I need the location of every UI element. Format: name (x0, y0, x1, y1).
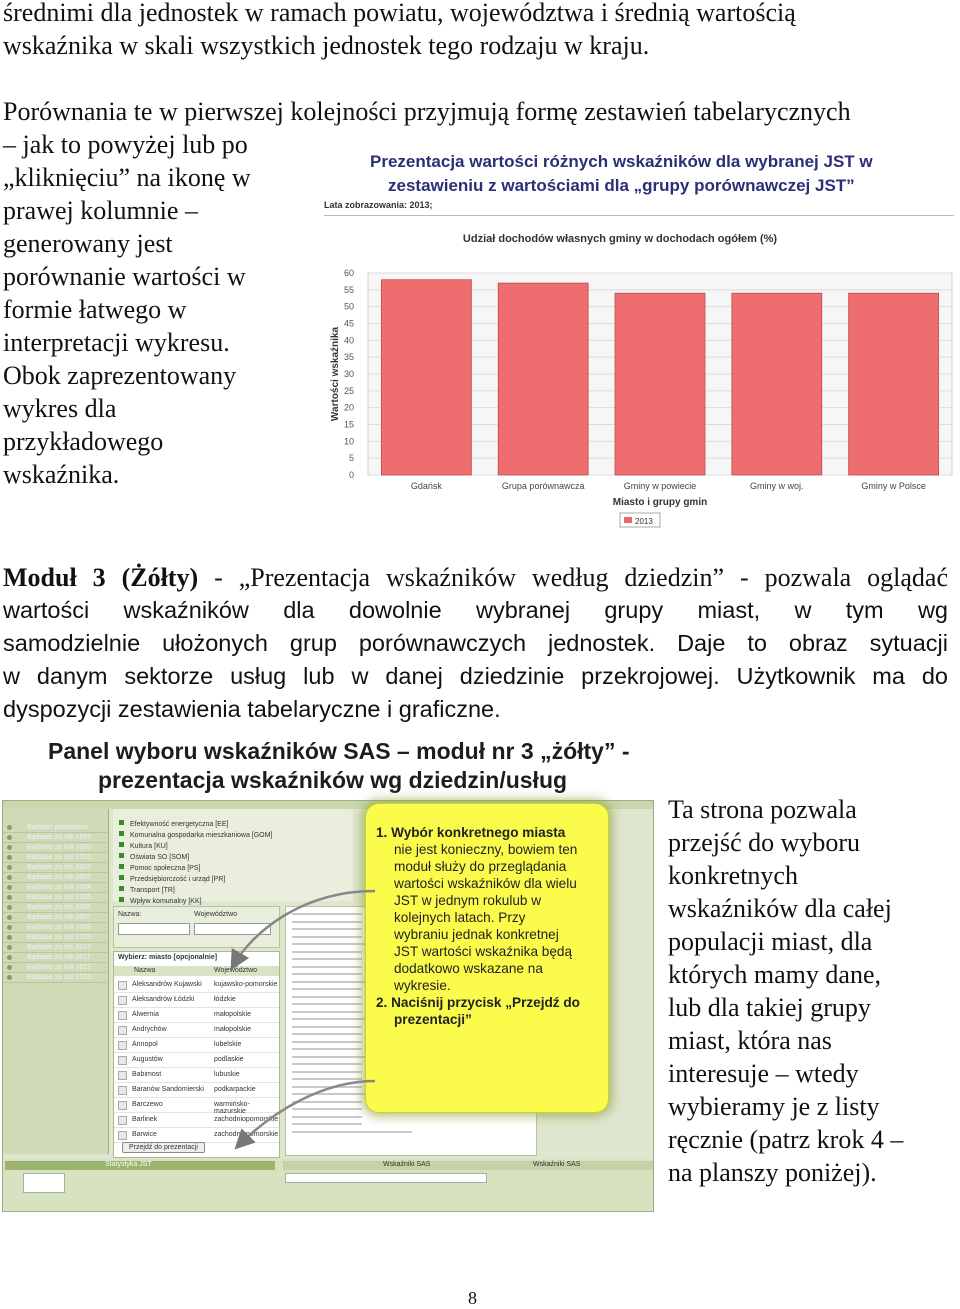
radio-icon (7, 865, 12, 870)
callout-line: dodatkowo wskazane na (394, 961, 543, 976)
city-row[interactable] (114, 993, 279, 1008)
text-line: interesuje – wtedy (668, 1059, 859, 1088)
city-row[interactable] (114, 1128, 279, 1143)
year-label: Badanie za rok 2013 (27, 974, 92, 981)
year-label: Badanie za rok 2006 (27, 904, 92, 911)
y-tick-label: 15 (343, 419, 354, 430)
page-number: 8 (468, 1288, 477, 1308)
year-item[interactable] (3, 973, 107, 983)
category-label: Kultura [KU] (130, 843, 168, 850)
radio-icon (7, 895, 12, 900)
text-line: Ta strona pozwala (668, 795, 857, 824)
heading-line: prezentacja wskaźników wg dziedzin/usług (98, 767, 568, 793)
text-line: na planszy poniżej). (668, 1158, 877, 1187)
heading-line: Prezentacja wartości różnych wskaźników dla wybranej JST w (370, 152, 873, 171)
city-row[interactable] (114, 1083, 279, 1098)
years-panel[interactable] (3, 809, 109, 1154)
city-voivodeship: podkarpackie (214, 1086, 256, 1093)
bottom-field (285, 1173, 487, 1183)
year-item[interactable] (3, 873, 107, 883)
year-label: Badanie za rok 1999 (27, 834, 92, 841)
radio-icon (7, 825, 12, 830)
bar (498, 283, 588, 475)
y-tick-label: 55 (343, 284, 354, 295)
year-item[interactable] (3, 963, 107, 973)
text-line: wskaźnika w skali wszystkich jednostek tego rodzaju w kraju. (3, 31, 650, 60)
city-name: Barlinek (132, 1116, 158, 1123)
text-line: – jak to powyżej lub po (3, 130, 248, 159)
legend-swatch (624, 517, 632, 523)
legend-label: 2013 (635, 517, 653, 526)
city-voivodeship: małopolskie (214, 1011, 251, 1018)
callout-text (376, 824, 604, 1028)
bottom-tab-label: Wskaźniki SAS (533, 1161, 581, 1168)
city-row[interactable] (114, 1113, 279, 1128)
city-voivodeship: warmińsko-mazurskie (214, 1101, 250, 1115)
y-axis-label: Wartości wskaźnika (330, 326, 341, 422)
radio-icon (7, 945, 12, 950)
y-tick-label: 0 (348, 470, 354, 480)
city-list-title: Wybierz: miasto [opcjonalnie] (118, 954, 218, 961)
text-line: których mamy dane, (668, 960, 881, 989)
text-line: wskaźników dla całej (668, 894, 892, 923)
radio-icon (7, 965, 12, 970)
category-label: Przedsiębiorczość i urząd [PR] (130, 876, 226, 883)
year-label: Badanie za rok 2009 (27, 934, 92, 941)
text-placeholder-line (292, 1131, 412, 1133)
text-placeholder-line (292, 1078, 362, 1080)
bar (381, 280, 471, 475)
callout-line: JST w jednym rokulub w (394, 893, 542, 908)
category-item[interactable] (119, 824, 273, 839)
radio-icon (7, 855, 12, 860)
heading-line: Panel wyboru wskaźników SAS – moduł nr 3 „żółty” - (48, 738, 630, 764)
city-list-header (114, 966, 279, 976)
callout-line: wykresie. (394, 978, 451, 993)
text-line: w danym sektorze usług lub w danej dziedzinie przekrojowej. Użytkownik ma do (3, 663, 948, 689)
x-axis-label: Miasto i grupy gmin (612, 497, 708, 508)
bottom-tab[interactable] (5, 1161, 275, 1170)
text-placeholder-line (292, 1108, 362, 1110)
wojewodztwo-label: Województwo (194, 911, 238, 918)
left-column-text (3, 128, 323, 491)
radio-icon (7, 905, 12, 910)
year-label: Badanie pilotażowe (27, 824, 88, 831)
go-to-presentation-button[interactable]: Przejdź do prezentacji (122, 1142, 205, 1153)
search-label: Nazwa: (118, 911, 142, 918)
col-wojewodztwo: Województwo (214, 967, 258, 974)
bottom-bar (3, 1159, 653, 1211)
city-list (113, 951, 280, 1158)
heading-line: zestawieniu z wartościami dla „grupy porównawczej JST” (388, 176, 855, 195)
text-placeholder-line (292, 1071, 362, 1073)
y-tick-label: 30 (343, 369, 354, 379)
right-column-text (668, 793, 958, 1189)
category-item[interactable] (119, 879, 175, 894)
text-placeholder-line (292, 936, 362, 938)
text-line: Obok zaprezentowany (3, 361, 237, 390)
col-nazwa: Nazwa (134, 967, 156, 974)
city-name: Barczewo (132, 1101, 163, 1108)
top-paragraph (3, 0, 955, 62)
city-voivodeship: podlaskie (214, 1056, 244, 1063)
y-tick-label: 25 (343, 385, 354, 396)
radio-icon (7, 845, 12, 850)
city-row[interactable] (114, 1023, 279, 1038)
year-item[interactable] (3, 823, 107, 833)
city-voivodeship: lubelskie (214, 1041, 242, 1048)
category-item[interactable] (119, 868, 226, 883)
text-placeholder-line (292, 928, 362, 930)
year-label: Badanie za rok 2012 (27, 964, 92, 971)
text-placeholder-line (292, 966, 362, 968)
year-label: Badanie za rok 2005 (27, 894, 92, 901)
bottom-tab-label: Statystyka JST (105, 1161, 152, 1168)
city-check-icon[interactable] (118, 1086, 127, 1095)
text-line: przykładowego (3, 427, 164, 456)
screenshot-heading (48, 738, 648, 794)
year-item[interactable] (3, 893, 107, 903)
city-check-icon[interactable] (118, 1071, 127, 1080)
text-placeholder-line (292, 1063, 362, 1065)
city-voivodeship: łódzkie (214, 996, 236, 1003)
text-placeholder-line (292, 988, 362, 990)
text-line: „kliknięciu” na ikonę w (3, 163, 251, 192)
x-tick-label: Grupa porównawcza (501, 481, 585, 491)
city-voivodeship: zachodniopomorskie (214, 1131, 279, 1138)
text-line: prawej kolumnie – (3, 196, 198, 225)
year-item[interactable] (3, 853, 107, 863)
y-tick-label: 35 (343, 352, 354, 363)
text-placeholder-line (292, 1003, 362, 1005)
callout-line: JST wartości wskaźnika będą (394, 944, 573, 959)
modul3-paragraph (3, 561, 948, 726)
year-label: Badanie za rok 2008 (27, 924, 92, 931)
category-item[interactable] (119, 890, 202, 905)
year-label: Badanie za rok 2010 (27, 944, 92, 951)
category-item[interactable] (119, 813, 229, 828)
callout-line: 1. Wybór konkretnego miasta (376, 825, 566, 840)
y-tick-label: 45 (343, 318, 354, 329)
city-row[interactable] (114, 1098, 279, 1113)
text-line: wykres dla (3, 394, 117, 423)
text-placeholder-line (292, 973, 362, 975)
city-check-icon[interactable] (118, 981, 127, 990)
text-placeholder-line (292, 1026, 362, 1028)
text-line: samodzielnie ułożonych grup porównawczych jednostek. Daje to obraz sytuacji (3, 630, 948, 656)
city-check-icon[interactable] (118, 1056, 127, 1065)
radio-icon (7, 975, 12, 980)
text-placeholder-line (292, 951, 362, 953)
city-name: Augustów (132, 1056, 163, 1063)
callout-line: nie jest konieczny, bowiem ten (394, 842, 578, 857)
lata-label: Lata zobrazowania: 2013; (324, 200, 433, 210)
text-placeholder-line (292, 1033, 362, 1035)
radio-icon (7, 955, 12, 960)
category-item[interactable] (119, 835, 168, 850)
year-item[interactable] (3, 943, 107, 953)
x-tick-label: Gminy w Polsce (861, 481, 926, 491)
category-item[interactable] (119, 846, 190, 861)
city-name: Babimost (132, 1071, 162, 1078)
city-check-icon[interactable] (118, 1116, 127, 1125)
text-line: przejść do wyboru (668, 828, 861, 857)
app-window (2, 800, 654, 1212)
year-label: Badanie za rok 2004 (27, 884, 92, 891)
y-tick-label: 5 (348, 453, 354, 464)
callout-bubble (365, 803, 609, 1113)
category-label: Pomoc społeczna [PS] (130, 865, 201, 872)
text-line: wybieramy je z listy (668, 1092, 880, 1121)
city-rows (114, 978, 279, 1143)
search-input[interactable] (118, 923, 190, 935)
text-line: ręcznie (patrz krok 4 – (668, 1125, 904, 1154)
category-label: Wpływ komunalny [KK] (130, 898, 202, 905)
radio-icon (7, 925, 12, 930)
city-check-icon[interactable] (118, 1131, 127, 1140)
text-placeholder-line (292, 1101, 362, 1103)
city-check-icon[interactable] (118, 1026, 127, 1035)
category-label: Komunalna gospodarka mieszkaniowa [GOM] (130, 832, 273, 839)
text-placeholder-line (292, 921, 362, 923)
city-check-icon[interactable] (118, 1011, 127, 1020)
bar (849, 293, 939, 475)
radio-icon (7, 935, 12, 940)
year-label: Badanie za rok 2000 (27, 844, 92, 851)
text-placeholder-line (292, 1011, 362, 1013)
bar (615, 293, 705, 475)
text-line: wskaźnika. (3, 460, 120, 489)
city-row[interactable] (114, 978, 279, 993)
x-tick-label: Gdańsk (410, 481, 442, 491)
chart-title: Udział dochodów własnych gminy w dochodach ogółem (%) (462, 233, 778, 245)
text-placeholder-line (292, 996, 362, 998)
chart-figure (320, 145, 960, 540)
bar-chart (320, 215, 960, 545)
year-item[interactable] (3, 863, 107, 873)
city-voivodeship: małopolskie (214, 1026, 251, 1033)
year-item[interactable] (3, 903, 107, 913)
text-line: dyspozycji zestawienia tabelaryczne i graficzne. (3, 696, 501, 722)
city-check-icon[interactable] (118, 996, 127, 1005)
y-tick-label: 20 (343, 402, 354, 413)
radio-icon (7, 875, 12, 880)
modul3-text: - „Prezentacja wskaźników według dziedzin” - pozwala oglądać (198, 563, 949, 592)
city-voivodeship: kujawsko-pomorskie (214, 981, 278, 988)
text-line: formie łatwego w (3, 295, 187, 324)
text-placeholder-line (292, 913, 362, 915)
city-voivodeship: lubuskie (214, 1071, 240, 1078)
y-tick-label: 40 (343, 335, 354, 346)
search-area (113, 906, 280, 948)
city-name: Andrychów (132, 1026, 167, 1033)
text-placeholder-line (292, 1123, 362, 1125)
text-placeholder-line (292, 1116, 362, 1118)
text-line: średnimi dla jednostek w ramach powiatu, województwa i średnią wartością (3, 0, 796, 27)
text-line: Porównania te w pierwszej kolejności przyjmują formę zestawień tabelarycznych (3, 97, 851, 126)
radio-icon (7, 915, 12, 920)
radio-icon (7, 835, 12, 840)
year-item[interactable] (3, 953, 107, 963)
city-row[interactable] (114, 1008, 279, 1023)
year-item[interactable] (3, 833, 107, 843)
city-check-icon[interactable] (118, 1101, 127, 1110)
y-tick-label: 60 (343, 268, 354, 278)
text-line: interpretacji wykresu. (3, 328, 230, 357)
text-line (3, 561, 948, 594)
city-name: Aleksandrów Kujawski (132, 981, 202, 988)
y-tick-label: 10 (343, 436, 354, 447)
year-label: Badanie za rok 2007 (27, 914, 92, 921)
bar (732, 293, 822, 475)
city-name: Alwernia (132, 1011, 159, 1018)
callout-line: moduł służy do przeglądania (394, 859, 567, 874)
city-voivodeship: zachodniopomorskie (214, 1116, 279, 1123)
callout-line: 2. Naciśnij przycisk „Przejdź do (376, 995, 580, 1010)
city-row[interactable] (114, 1068, 279, 1083)
year-item[interactable] (3, 913, 107, 923)
category-label: Oświata SO [SOM] (130, 854, 190, 861)
category-label: Efektywność energetyczna [EE] (130, 821, 229, 828)
text-line: populacji miast, dla (668, 927, 873, 956)
year-label: Badanie za rok 2002 (27, 864, 92, 871)
modul3-label: Moduł 3 (Żółty) (3, 563, 199, 592)
radio-icon (7, 885, 12, 890)
year-item[interactable] (3, 843, 107, 853)
callout-line: prezentacji” (394, 1012, 472, 1027)
text-line: lub dla takiej grupy (668, 993, 871, 1022)
city-name: Annopol (132, 1041, 158, 1048)
bottom-field (23, 1173, 65, 1193)
text-line: generowany jest (3, 229, 173, 258)
city-name: Aleksandrów Łódzki (132, 996, 195, 1003)
text-placeholder-line (292, 1048, 362, 1050)
text-line: wartości wskaźników dla dowolnie wybranej grupy miast, w tym wg (3, 597, 948, 623)
checkbox-icon[interactable] (119, 897, 124, 902)
chart-figure-heading (370, 150, 930, 198)
text-placeholder-line (292, 1041, 362, 1043)
text-placeholder-line (292, 1086, 362, 1088)
year-item[interactable] (3, 923, 107, 933)
city-name: Barwice (132, 1131, 157, 1138)
bottom-tab-label: Wskaźniki SAS (383, 1161, 431, 1168)
text-placeholder-line (292, 958, 362, 960)
text-line: porównanie wartości w (3, 262, 246, 291)
x-tick-label: Gminy w woj. (750, 481, 804, 491)
text-line: miast, która nas (668, 1026, 832, 1055)
category-label: Transport [TR] (130, 887, 175, 894)
callout-line: wybraniu jednak konkretnej (394, 927, 559, 942)
y-tick-label: 50 (343, 301, 354, 312)
city-check-icon[interactable] (118, 1041, 127, 1050)
year-label: Badanie za rok 2011 (27, 954, 91, 961)
categories-panel (113, 809, 353, 905)
year-item[interactable] (3, 883, 107, 893)
screenshot-figure (0, 738, 652, 1210)
city-row[interactable] (114, 1038, 279, 1053)
category-item[interactable] (119, 857, 201, 872)
city-row[interactable] (114, 1053, 279, 1068)
year-label: Badanie za rok 2001 (27, 854, 92, 861)
year-item[interactable] (3, 933, 107, 943)
callout-line: wartości wskaźników dla wielu (394, 876, 577, 891)
year-label: Badanie za rok 2003 (27, 874, 92, 881)
wojewodztwo-select[interactable] (194, 923, 271, 935)
text-line: konkretnych (668, 861, 798, 890)
callout-line: kolejnych latach. Przy (394, 910, 526, 925)
bottom-tab[interactable] (283, 1161, 653, 1170)
city-name: Baranów Sandomierski (132, 1086, 204, 1093)
x-tick-label: Gminy w powiecie (623, 481, 697, 491)
